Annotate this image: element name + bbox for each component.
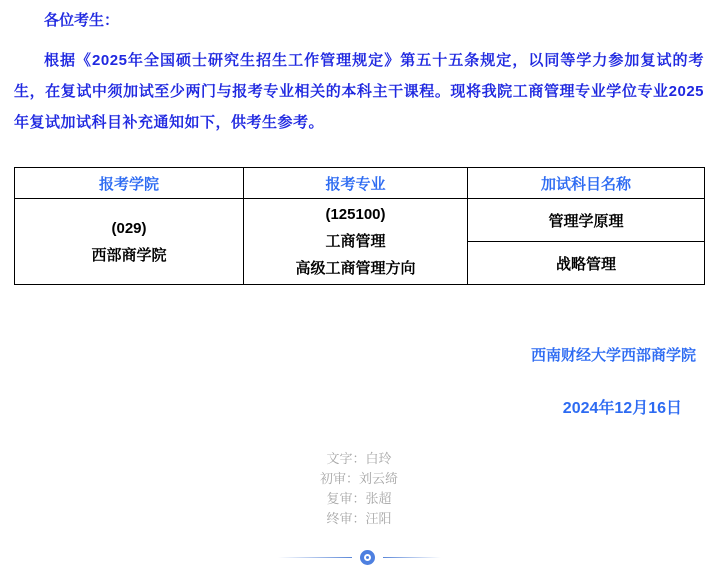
exam-subjects-table	[14, 167, 705, 285]
signature-date: 2024年12月16日	[562, 400, 682, 417]
column-header-major: 报考专业	[244, 168, 468, 199]
footer-divider	[14, 550, 704, 565]
notice-paragraph: 根据《2025年全国硕士研究生招生工作管理规定》第五十五条规定，以同等学力参加复试的考生，在复试中须加试至少两门与报考专业相关的本科主干课程。现将我院工商管理专业学位专业2025年复试加试科目补充通知如下，供考生参考。	[14, 52, 704, 131]
divider-dot-icon	[360, 550, 375, 565]
credit-line-final-review: 终审：汪阳	[326, 511, 392, 526]
major-direction: 高级工商管理方向	[295, 260, 416, 277]
credit-line-first-review: 初审：刘云绮	[319, 471, 398, 486]
college-code: (029)	[111, 219, 147, 237]
subject-cell-1: 管理学原理	[468, 199, 705, 242]
signature-organization: 西南财经大学西部商学院	[530, 347, 696, 364]
table-row	[15, 199, 705, 242]
salutation: 各位考生：	[44, 12, 120, 29]
subject-cell-2: 战略管理	[468, 242, 705, 285]
credits-block	[14, 449, 704, 529]
major-cell	[244, 199, 468, 285]
college-cell	[15, 199, 244, 285]
credit-line-second-review: 复审：张超	[326, 491, 392, 506]
table-header-row	[15, 168, 705, 199]
college-name: 西部商学院	[91, 246, 167, 264]
major-code: (125100)	[325, 206, 386, 223]
major-name: 工商管理	[325, 233, 386, 250]
credit-line-writer: 文字：白玲	[326, 451, 392, 466]
column-header-college: 报考学院	[15, 168, 244, 199]
divider-line-right	[383, 557, 441, 558]
column-header-subject: 加试科目名称	[468, 168, 705, 199]
divider-line-left	[278, 557, 352, 558]
